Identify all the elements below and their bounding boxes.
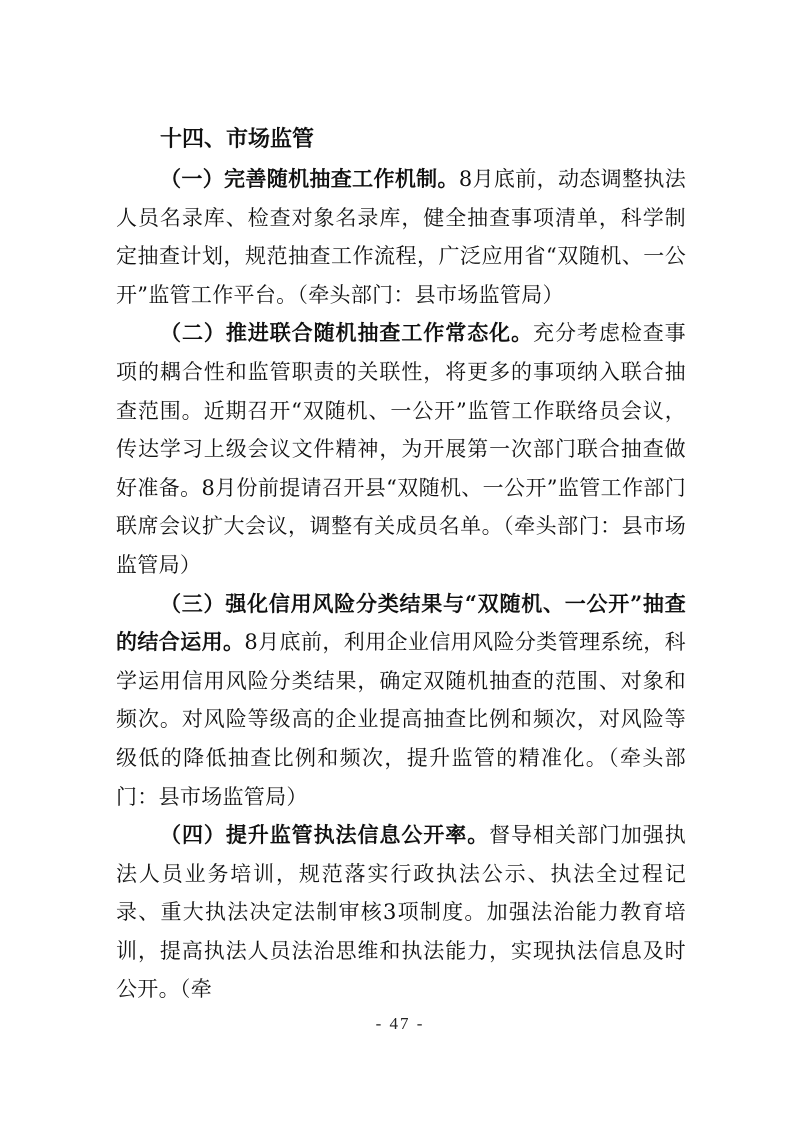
paragraph-4-body: 督导相关部门加强执法人员业务培训，规范落实行政执法公示、执法全过程记录、重大执法决定法制审核3项制度。加强法治能力教育培训，提高执法人员法治思维和执法能力，实现执法信息及时公开。（牵 (116, 823, 687, 1002)
paragraph-3-lead: （三）强化信用风险分类结果与“双随机、一公开”抽查的结合运用。 (116, 590, 686, 655)
section-title: 十四、市场监管 (160, 127, 315, 152)
paragraph-2-body: 充分考虑检查事项的耦合性和监管职责的关联性，将更多的事项纳入联合抽查范围。近期召开“双随机、一公开”监管工作联络员会议，传达学习上级会议文件精神，为开展第一次部门联合抽查做好准备。8月份前提请召开县“双随机、一公开”监管工作部门联席会议扩大会议，调整有关成员名单。（牵头部门：县市场监管局） (116, 321, 686, 577)
paragraph-4-lead: （四）提升监管执法信息公开率。 (160, 822, 490, 848)
paragraph-2-lead: （二）推进联合随机抽查工作常态化。 (160, 320, 534, 346)
page-content (116, 121, 686, 1009)
paragraph-1 (116, 160, 686, 314)
paragraph-4 (116, 816, 686, 1009)
page-number: - 47 - (375, 1014, 425, 1033)
paragraph-3 (116, 585, 686, 817)
paragraph-2 (116, 314, 686, 584)
paragraph-1-lead: （一）完善随机抽查工作机制。 (160, 166, 459, 191)
paragraph-1-body: 8月底前，动态调整执法人员名录库、检查对象名录库，健全抽查事项清单，科学制定抽查计划，规范抽查工作流程，广泛应用省“双随机、一公开”监管工作平台。（牵头部门：县市场监管局） (116, 167, 686, 307)
paragraph-3-body: 8月底前，利用企业信用风险分类管理系统，科学运用信用风险分类结果，确定双随机抽查的范围、对象和频次。对风险等级高的企业提高抽查比例和频次，对风险等级低的降低抽查比例和频次，提升监管的精准化。（牵头部门：县市场监管局） (116, 630, 686, 809)
